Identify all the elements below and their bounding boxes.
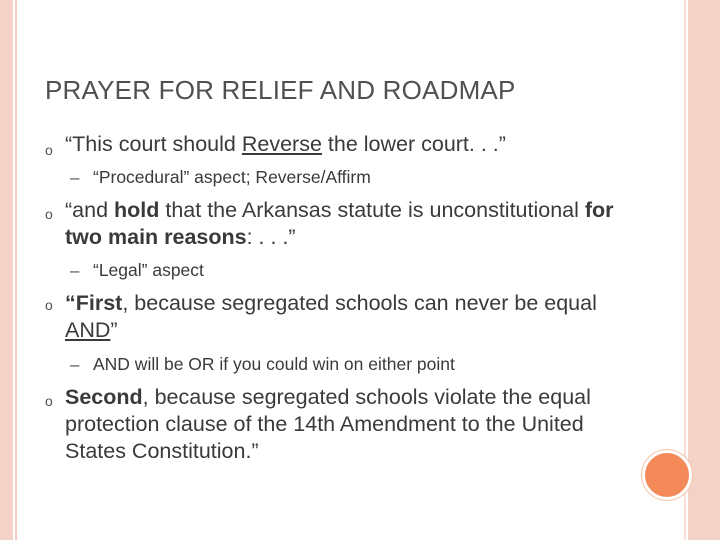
bullet-3-part-3: AND — [65, 318, 111, 342]
bullet-marker-3: o — [45, 297, 53, 313]
right-frame-border — [688, 0, 720, 540]
bullet-marker-4: o — [45, 393, 53, 409]
bullet-item-2 — [65, 197, 625, 251]
bullet-item-4 — [65, 384, 605, 465]
sub-marker-2: – — [70, 261, 80, 280]
bullet-1-part-2: Reverse — [241, 132, 322, 156]
left-frame-border — [0, 0, 13, 540]
bullet-3-part-1: “First — [65, 291, 123, 315]
sub-item-2: “Legal” aspect — [93, 260, 204, 280]
bullet-3-part-2: , because segregated schools can never be equal — [122, 291, 597, 315]
bullet-2-part-5: : . . .” — [246, 225, 296, 249]
bullet-item-3 — [65, 290, 625, 344]
bullet-4-part-1: Second — [65, 385, 143, 409]
sub-item-3: AND will be OR if you could win on either point — [93, 354, 455, 374]
bullet-3-part-4: ” — [110, 318, 118, 342]
sub-item-1: “Procedural” aspect; Reverse/Affirm — [93, 167, 371, 187]
decorative-circle — [642, 450, 692, 500]
bullet-2-part-3: that the Arkansas statute is unconstitutional — [159, 198, 585, 222]
bullet-4-part-2: , because segregated schools violate the equal protection clause of the 14th Amendment to the United States Constitution.” — [65, 385, 591, 463]
bullet-marker-2: o — [45, 206, 53, 222]
bullet-2-part-4: for two main reasons — [65, 198, 614, 249]
slide-title: PRAYER FOR RELIEF AND ROADMAP — [45, 75, 516, 105]
bullet-1-part-3: the lower court. . .” — [321, 132, 506, 156]
bullet-1-part-1: “This court should — [65, 132, 242, 156]
sub-marker-1: – — [70, 168, 80, 187]
bullet-marker-1: o — [45, 142, 53, 158]
bullet-item-1 — [65, 131, 625, 158]
left-frame-line — [15, 0, 17, 540]
sub-marker-3: – — [70, 355, 80, 374]
bullet-2-part-1: “and — [65, 198, 115, 222]
bullet-2-part-2: hold — [114, 198, 160, 222]
